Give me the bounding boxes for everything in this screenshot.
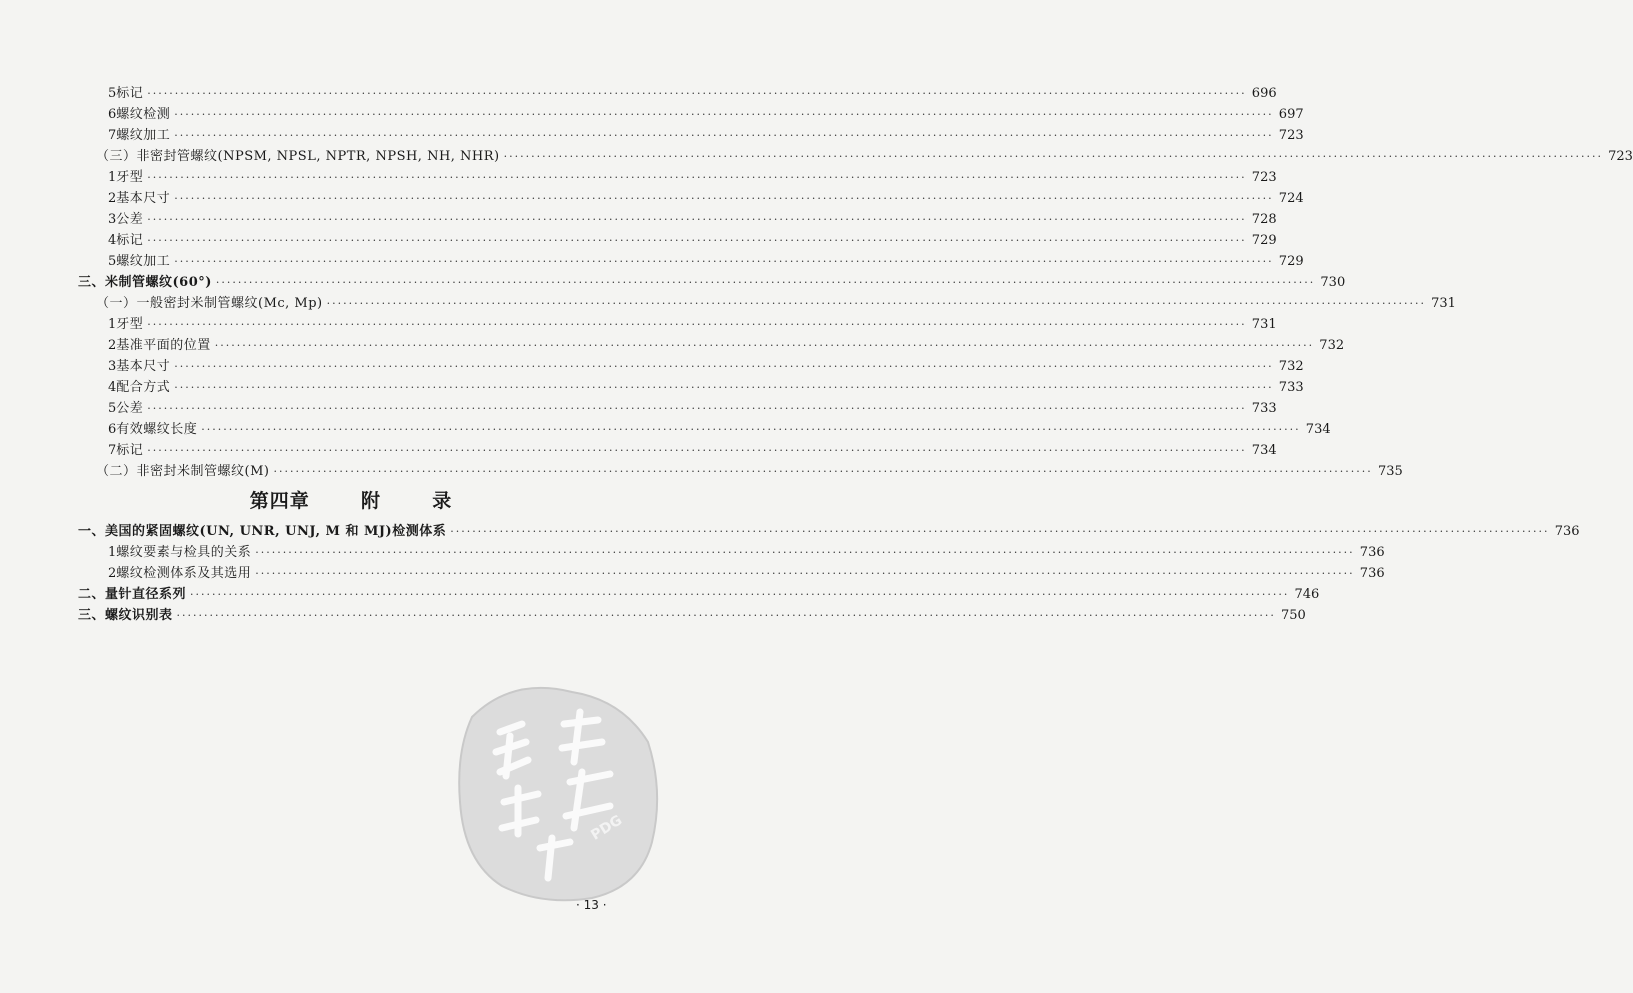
toc-leader-dots: ········································································································································································································ bbox=[503, 150, 1603, 163]
toc-entry-title: 配合方式 bbox=[116, 380, 171, 395]
toc-entry-title: 螺纹加工 bbox=[116, 128, 171, 143]
toc-entry-title: 二、量针直径系列 bbox=[78, 587, 187, 602]
toc-leader-dots: ········································································································································································································ bbox=[174, 255, 1274, 268]
toc-entry-title: 一、美国的紧固螺纹(UN, UNR, UNJ, M 和 MJ)检测体系 bbox=[78, 524, 447, 539]
toc-entry bbox=[108, 105, 1304, 125]
toc-leader-dots: ········································································································································································································ bbox=[215, 276, 1316, 289]
toc-entry-title: 标记 bbox=[116, 86, 144, 101]
toc-entry-number: 4 bbox=[108, 233, 117, 248]
toc-entry bbox=[96, 462, 1403, 482]
toc-leader-dots: ········································································································································································································ bbox=[214, 339, 1315, 352]
toc-entry-number: 6 bbox=[108, 107, 117, 122]
toc-entry bbox=[108, 126, 1304, 146]
toc-entry-page: 731 bbox=[1431, 296, 1456, 311]
toc-entry-number: 5 bbox=[108, 401, 117, 416]
toc-entry-title: （二）非密封米制管螺纹(M) bbox=[96, 464, 270, 479]
toc-entry-title: 基本尺寸 bbox=[116, 191, 171, 206]
toc-entry-title: 螺纹加工 bbox=[116, 254, 171, 269]
toc-leader-dots: ········································································································································································································ bbox=[147, 402, 1247, 415]
toc-entry bbox=[78, 585, 1320, 605]
toc-leader-dots: ········································································································································································································ bbox=[147, 234, 1247, 247]
toc-entry bbox=[108, 231, 1277, 251]
toc-entry-number: 5 bbox=[108, 86, 117, 101]
toc-entry-number: 7 bbox=[108, 443, 117, 458]
toc-entry-page: 723 bbox=[1278, 128, 1304, 143]
chapter-number: 第四章 bbox=[249, 490, 310, 512]
toc-entry-number: 1 bbox=[108, 545, 117, 560]
toc-entry-title: 螺纹要素与检具的关系 bbox=[116, 545, 252, 560]
toc-entry-page: 729 bbox=[1251, 233, 1277, 248]
toc-entry-title: 基本尺寸 bbox=[116, 359, 171, 374]
toc-entry bbox=[108, 189, 1304, 209]
toc-entry bbox=[108, 210, 1277, 230]
toc-entry-title: （三）非密封管螺纹(NPSM, NPSL, NPTR, NPSH, NH, NHR) bbox=[96, 149, 500, 164]
toc-entry-number: 2 bbox=[108, 191, 117, 206]
toc-leader-dots: ········································································································································································································ bbox=[255, 567, 1355, 580]
toc-entry-title: 标记 bbox=[116, 443, 144, 458]
toc-entry bbox=[78, 273, 1346, 293]
toc-leader-dots: ········································································································································································································ bbox=[450, 525, 1550, 538]
toc-entry-page: 730 bbox=[1320, 275, 1346, 290]
toc-entry-page: 733 bbox=[1278, 380, 1304, 395]
toc-entry-page: 732 bbox=[1319, 338, 1345, 353]
toc-entry bbox=[96, 294, 1456, 314]
toc-leader-dots: ········································································································································································································ bbox=[174, 129, 1274, 142]
toc-entry-page: 731 bbox=[1251, 317, 1277, 332]
toc-entry-title: 三、螺纹识别表 bbox=[78, 608, 173, 623]
toc-entry-page: 734 bbox=[1305, 422, 1331, 437]
toc-entry-page: 750 bbox=[1281, 608, 1306, 623]
toc-leader-dots: ········································································································································································································ bbox=[147, 318, 1247, 331]
toc-entry-page: 736 bbox=[1359, 545, 1385, 560]
toc-entry-page: 728 bbox=[1251, 212, 1277, 227]
toc-entry-page: 696 bbox=[1251, 86, 1277, 101]
toc-leader-dots: ········································································································································································································ bbox=[147, 87, 1247, 100]
toc-entry-title: 标记 bbox=[116, 233, 144, 248]
chapter-heading bbox=[0, 486, 702, 513]
toc-entry-number: 1 bbox=[108, 170, 117, 185]
toc-leader-dots: ········································································································································································································ bbox=[174, 108, 1274, 121]
toc-entry-title: 螺纹检测 bbox=[116, 107, 171, 122]
toc-entry bbox=[108, 336, 1345, 356]
toc-leader-dots: ········································································································································································································ bbox=[190, 588, 1290, 601]
toc-entry-number: 3 bbox=[108, 359, 117, 374]
toc-entry bbox=[108, 357, 1304, 377]
toc-entry-page: 736 bbox=[1359, 566, 1385, 581]
toc-entry bbox=[108, 84, 1277, 104]
toc-entry-number: 7 bbox=[108, 128, 117, 143]
toc-leader-dots: ········································································································································································································ bbox=[174, 192, 1274, 205]
toc-leader-dots: ········································································································································································································ bbox=[174, 360, 1274, 373]
toc-entry-title: 牙型 bbox=[116, 170, 144, 185]
toc-entry-page: 734 bbox=[1251, 443, 1277, 458]
toc-entry bbox=[108, 420, 1331, 440]
toc-entry bbox=[108, 168, 1277, 188]
toc-entry bbox=[108, 378, 1304, 398]
toc-entry bbox=[78, 522, 1580, 542]
toc-entry-title: 三、米制管螺纹(60°) bbox=[78, 275, 212, 290]
toc-entry bbox=[108, 543, 1385, 563]
toc-entry-page: 723 bbox=[1251, 170, 1277, 185]
toc-leader-dots: ········································································································································································································ bbox=[176, 609, 1276, 622]
toc-entry bbox=[108, 252, 1304, 272]
toc-leader-dots: ········································································································································································································ bbox=[147, 171, 1247, 184]
toc-entry bbox=[108, 315, 1277, 335]
toc-entry-title: 螺纹检测体系及其选用 bbox=[116, 566, 252, 581]
chapter-title-part2: 录 bbox=[432, 490, 453, 512]
toc-entry-page: 697 bbox=[1278, 107, 1304, 122]
toc-leader-dots: ········································································································································································································ bbox=[326, 297, 1426, 310]
toc-entry-title: 公差 bbox=[116, 212, 144, 227]
page-number: · 13 · bbox=[576, 898, 607, 912]
toc-entry-title: 公差 bbox=[116, 401, 144, 416]
toc-entry bbox=[78, 606, 1306, 626]
toc-entry-title: 基准平面的位置 bbox=[116, 338, 211, 353]
toc-entry-number: 4 bbox=[108, 380, 117, 395]
toc-entry-page: 735 bbox=[1377, 464, 1403, 479]
toc-entry-number: 5 bbox=[108, 254, 117, 269]
toc-entry-number: 2 bbox=[108, 566, 117, 581]
toc-entry-number: 2 bbox=[108, 338, 117, 353]
toc-leader-dots: ········································································································································································································ bbox=[147, 213, 1247, 226]
watermark-pdg: PDG bbox=[588, 812, 626, 844]
toc-entry-number: 1 bbox=[108, 317, 117, 332]
chapter-title-part1: 附 bbox=[360, 490, 381, 512]
toc-entry-page: 724 bbox=[1278, 191, 1304, 206]
toc-entry-page: 723 bbox=[1608, 149, 1633, 164]
toc-entry-page: 746 bbox=[1294, 587, 1320, 602]
toc-entry-number: 6 bbox=[108, 422, 117, 437]
toc-leader-dots: ········································································································································································································ bbox=[201, 423, 1301, 436]
library-seal-stamp bbox=[452, 672, 664, 904]
toc-entry-page: 736 bbox=[1554, 524, 1580, 539]
toc-entry-title: （一）一般密封米制管螺纹(Mc, Mp) bbox=[96, 296, 323, 311]
toc-entry-page: 733 bbox=[1251, 401, 1277, 416]
toc-entry bbox=[108, 399, 1277, 419]
toc-entry bbox=[96, 147, 1633, 167]
toc-entry-page: 729 bbox=[1278, 254, 1304, 269]
toc-leader-dots: ········································································································································································································ bbox=[255, 546, 1355, 559]
toc-leader-dots: ········································································································································································································ bbox=[273, 465, 1373, 478]
toc-leader-dots: ········································································································································································································ bbox=[174, 381, 1274, 394]
toc-entry-number: 3 bbox=[108, 212, 117, 227]
toc-entry bbox=[108, 441, 1277, 461]
toc-entry-title: 有效螺纹长度 bbox=[116, 422, 198, 437]
toc-entry-page: 732 bbox=[1278, 359, 1304, 374]
toc-entry bbox=[108, 564, 1385, 584]
toc-entry-title: 牙型 bbox=[116, 317, 144, 332]
toc-leader-dots: ········································································································································································································ bbox=[147, 444, 1247, 457]
